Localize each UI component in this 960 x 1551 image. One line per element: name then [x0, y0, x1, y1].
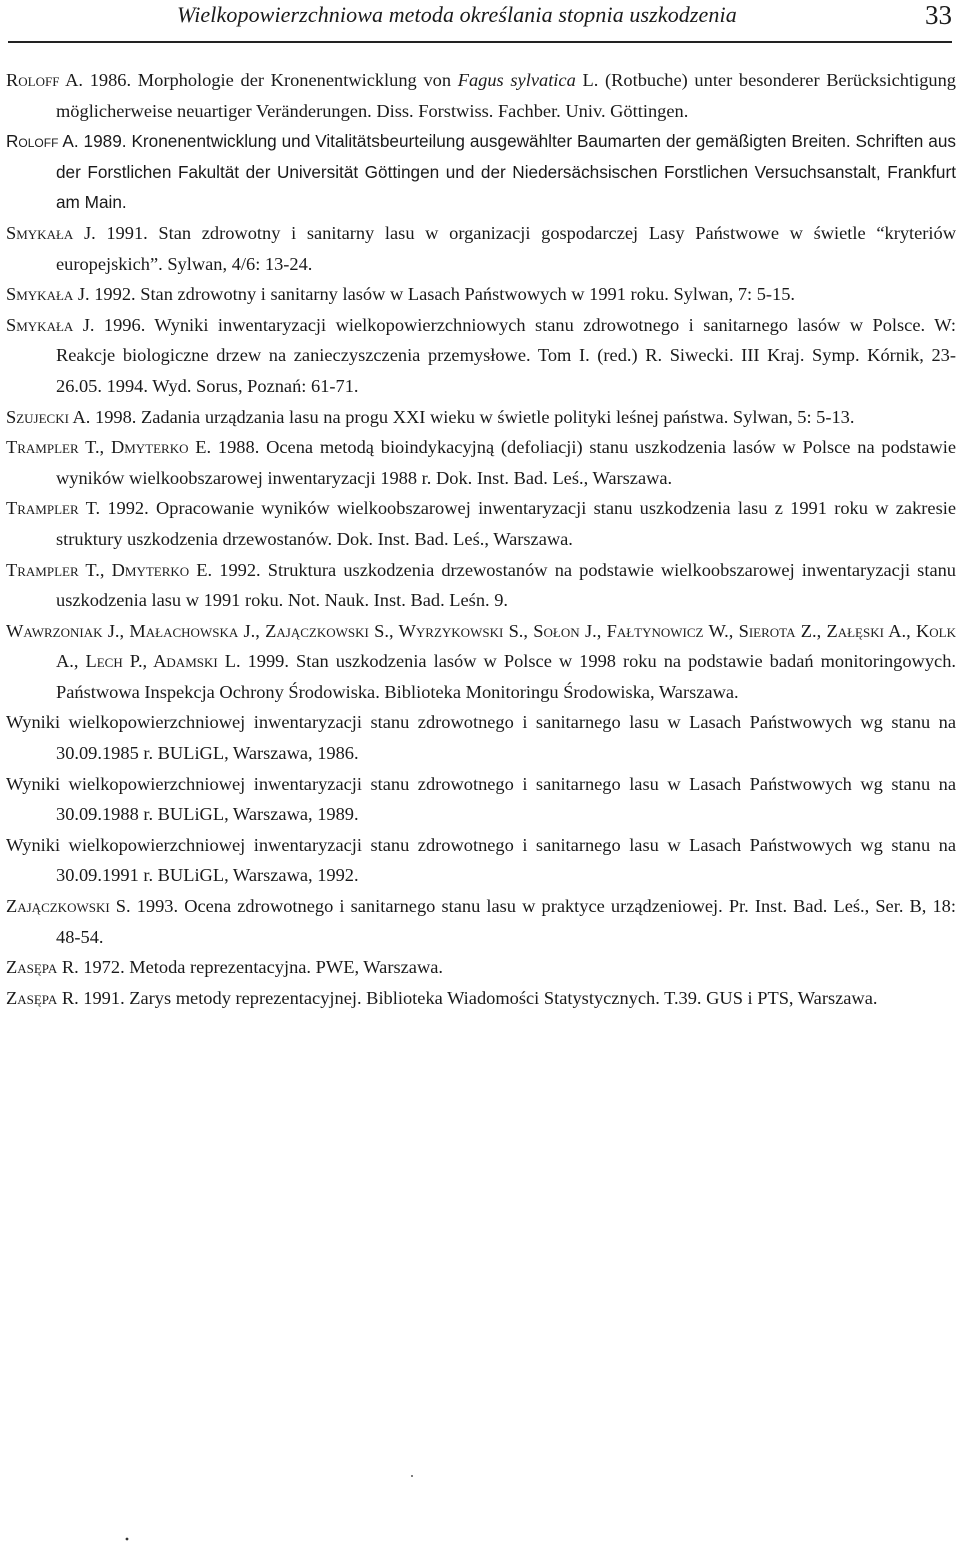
- reference-text: 1998. Zadania urządzania lasu na progu XXI wieku w świetle polityki leśnej państwa. Sylwan, 5: 5-13.: [90, 406, 855, 427]
- reference-authors: Szujecki A.: [6, 406, 91, 427]
- reference-list: [6, 65, 956, 1013]
- reference-entry: [6, 279, 956, 310]
- reference-entry: [6, 493, 956, 554]
- header-rule: [8, 41, 952, 43]
- reference-text: 1992. Stan zdrowotny i sanitarny lasów w Lasach Państwowych w 1991 roku. Sylwan, 7: 5-15.: [89, 284, 796, 305]
- reference-text: 1996. Wyniki inwentaryzacji wielkopowierzchniowych stanu zdrowotnego i sanitarnego lasów w Polsce. W: Reakcje biologiczne drzew na zanieczyszczenia przemysłowe. Tom I. (red.) R. Siwecki. III Kraj. Symp. Kórnik, 23-26.05. 1994. Wyd. Sorus, Poznań: 61-71.: [56, 314, 956, 396]
- reference-entry: [6, 310, 956, 402]
- reference-taxon: Fagus sylvatica: [457, 70, 576, 90]
- reference-text: 1991. Stan zdrowotny i sanitarny lasu w organizacji gospodarczej Lasy Państwowe w świetle “kryteriów europejskich”. Sylwan, 4/6: 13-24.: [56, 222, 956, 274]
- reference-entry: [6, 65, 956, 126]
- reference-text: 1999. Stan uszkodzenia lasów w Polsce w 1998 roku na podstawie badań monitoringowych. Państwowa Inspekcja Ochrony Środowiska. Biblioteka Monitoringu Środowiska, Warszawa.: [56, 651, 956, 702]
- reference-authors: Roloff A.: [6, 131, 79, 152]
- reference-entry: [6, 830, 956, 891]
- reference-authors: Zajączkowski S.: [6, 896, 131, 917]
- reference-text: 1988. Ocena metodą bioindykacyjną (defoliacji) stanu uszkodzenia lasów w Polsce na podstawie wyników wielkoobszarowej inwentaryzacji 1988 r. Dok. Inst. Bad. Leś., Warszawa.: [56, 437, 956, 488]
- reference-text: 1986. Morphologie der Kronenentwicklung von: [83, 70, 458, 90]
- reference-authors: Smykała J.: [6, 284, 90, 305]
- reference-authors: Trampler T., Dmyterko E.: [6, 437, 212, 458]
- reference-authors: Roloff A.: [6, 70, 84, 90]
- reference-authors: Zasępa R.: [6, 987, 79, 1008]
- reference-entry: [6, 432, 956, 493]
- reference-text: L. (Rotbuche) unter besonderer Berücksichtigung möglicherweise neuartiger Veränderungen. Diss. Forstwiss. Fachber. Univ. Göttingen.: [56, 70, 957, 121]
- reference-entry: [6, 891, 956, 952]
- reference-entry: [6, 126, 956, 218]
- reference-authors: Trampler T.: [6, 498, 101, 519]
- reference-text: 1991. Zarys metody reprezentacyjnej. Biblioteka Wiadomości Statystycznych. T.39. GUS i PTS, Warszawa.: [78, 987, 878, 1008]
- page-number: 33: [925, 0, 952, 30]
- reference-authors: Zasępa R.: [6, 957, 79, 978]
- scan-speck: [126, 1538, 129, 1541]
- reference-entry: [6, 707, 956, 768]
- reference-entry: [6, 983, 956, 1014]
- reference-text: Wyniki wielkopowierzchniowej inwentaryzacji stanu zdrowotnego i sanitarnego lasu w Lasach Państwowych wg stanu na 30.09.1988 r. BULiGL, Warszawa, 1989.: [6, 773, 956, 825]
- reference-authors: Smykała J.: [6, 314, 95, 335]
- reference-authors: Wawrzoniak J., Małachowska J., Zajączkowski S., Wyrzykowski S., Sołon J., Fałtynowicz W., Sierota Z., Załęski A., Kolk A., Lech P., Adamski L.: [6, 620, 956, 672]
- running-title: Wielkopowierzchniowa metoda określania stopnia uszkodzenia: [177, 2, 737, 27]
- reference-text: 1992. Opracowanie wyników wielkoobszarowej inwentaryzacji stanu uszkodzenia lasu z 1991 roku w zakresie struktury uszkodzenia drzewostanów. Dok. Inst. Bad. Leś., Warszawa.: [56, 498, 956, 549]
- reference-entry: [6, 769, 956, 830]
- reference-entry: [6, 555, 956, 616]
- page-header: [0, 0, 960, 42]
- reference-entry: [6, 402, 956, 433]
- reference-text: 1972. Metoda reprezentacyjna. PWE, Warszawa.: [78, 957, 443, 978]
- reference-text: 1993. Ocena zdrowotnego i sanitarnego stanu lasu w praktyce urządzeniowej. Pr. Inst. Bad. Leś., Ser. B, 18: 48-54.: [56, 896, 956, 947]
- scan-speck: [411, 1475, 413, 1477]
- reference-authors: Trampler T., Dmyterko E.: [6, 559, 213, 580]
- reference-authors: Smykała J.: [6, 222, 96, 243]
- reference-text: 1989. Kronenentwicklung und Vitalitätsbeurteilung ausgewählter Baumarten der gemäßigten Breiten. Schriften aus der Forstlichen Fakultät der Universität Göttingen und der Niedersächsischen Forstlichen Versuchsanstalt, Frankfurt am Main.: [56, 131, 956, 213]
- reference-text: Wyniki wielkopowierzchniowej inwentaryzacji stanu zdrowotnego i sanitarnego lasu w Lasach Państwowych wg stanu na 30.09.1991 r. BULiGL, Warszawa, 1992.: [6, 834, 956, 886]
- reference-entry: [6, 952, 956, 983]
- reference-entry: [6, 616, 956, 708]
- reference-text: 1992. Struktura uszkodzenia drzewostanów na podstawie wielkoobszarowej inwentaryzacji stanu uszkodzenia lasu w 1991 roku. Not. Nauk. Inst. Bad. Leśn. 9.: [56, 559, 956, 611]
- reference-entry: [6, 218, 956, 279]
- reference-text: Wyniki wielkopowierzchniowej inwentaryzacji stanu zdrowotnego i sanitarnego lasu w Lasach Państwowych wg stanu na 30.09.1985 r. BULiGL, Warszawa, 1986.: [6, 712, 956, 764]
